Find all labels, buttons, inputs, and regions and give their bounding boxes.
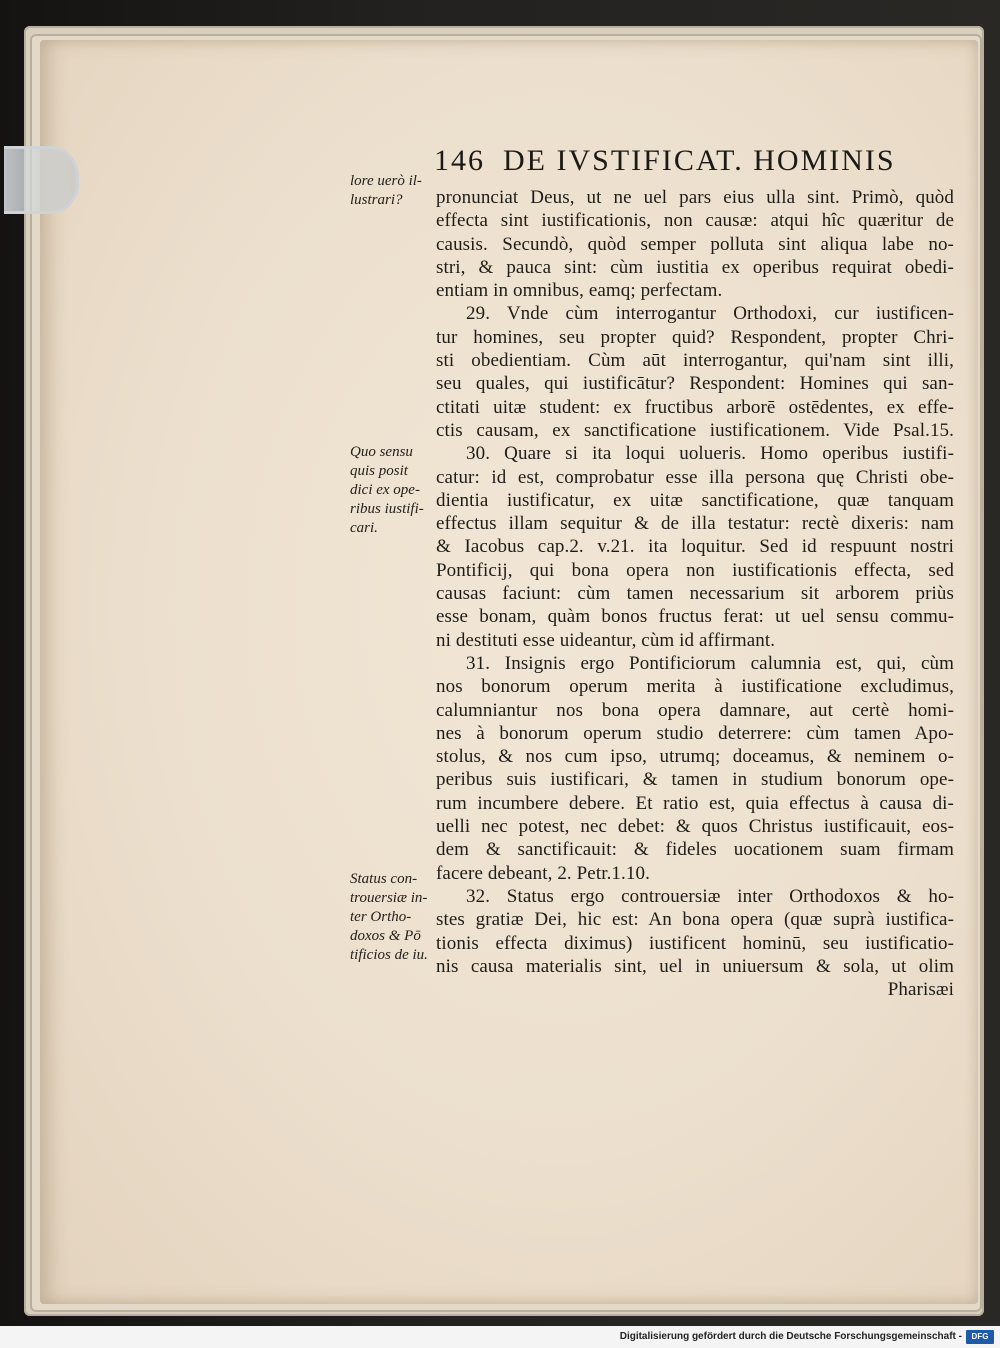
text-line: rum incumbere debere. Et ratio est, quia effectus à causa di-	[436, 792, 954, 814]
running-head-title: DE IVSTIFICAT. HOMINIS	[503, 144, 896, 177]
body-text	[436, 186, 954, 1001]
text-line: causis. Secundò, quòd semper polluta sint aliqua labe no-	[436, 233, 954, 255]
margin-note-line: ribus iustifi-	[350, 501, 424, 517]
text-line: esse bonam, quàm bonos fructus ferat: ut uel sensu commu-	[436, 606, 954, 628]
text-line: effectus illam sequitur & de illa testatur: rectè dixeris: nam	[436, 513, 954, 535]
text-line: stolus, & nos cum ipso, utrumq; doceamus, & neminem o-	[436, 746, 954, 768]
margin-note-2	[350, 443, 436, 538]
text-line: 31. Insignis ergo Pontificiorum calumnia est, qui, cùm	[466, 652, 954, 674]
text-line: ni destituti esse uideantur, cùm id affirmant.	[436, 629, 776, 651]
text-line: pronunciat Deus, ut ne uel pars eius ulla sint. Primò, quòd	[436, 187, 954, 208]
text-line: 30. Quare si ita loqui uolueris. Homo operibus iustifi-	[466, 443, 954, 465]
text-line: causas faciunt: cùm tamen necessarium sit arborem priùs	[436, 583, 954, 605]
text-line: seu quales, qui iustificātur? Respondent: Homines qui san-	[436, 373, 954, 395]
text-line: & Iacobus cap.2. v.21. ita loquitur. Sed id respuunt nostri	[436, 536, 954, 558]
text-line: stes gratiæ Dei, hic est: An bona opera (quæ suprà iustifica-	[436, 909, 954, 931]
text-line: effecta sint iustificationis, non causæ: atqui hîc quæritur de	[436, 210, 954, 232]
margin-note-line: Status con-	[350, 871, 418, 887]
text-line: tionis effecta diximus) iustificent hominū, seu iustificatio-	[436, 932, 954, 954]
text-line: sti obedientiam. Cùm aūt interrogantur, qui'nam sint illi,	[436, 350, 954, 372]
text-line: nos bonorum operum merita à iustificatione excludimus,	[436, 676, 954, 698]
page-clip	[4, 146, 79, 214]
margin-note-line: tificios de iu.	[350, 947, 428, 963]
margin-note-line: doxos & Pō	[350, 928, 421, 944]
margin-note-3	[350, 870, 436, 965]
text-line: facere debeant, 2. Petr.1.10.	[436, 862, 650, 884]
dfg-logo-icon: DFG	[966, 1330, 994, 1344]
text-line: ctis causam, ex sanctificatione iustificationem. Vide Psal.15.	[436, 419, 954, 441]
text-line: dem & sanctificauit: & fideles uocationem suam firmam	[436, 839, 954, 861]
digitization-footer	[0, 1326, 1000, 1348]
text-line: dientia iustificatur, ex uitæ sanctificatione, quæ tanquam	[436, 489, 954, 511]
margin-note-line: Quo sensu	[350, 444, 413, 460]
catchword: Pharisæi	[887, 979, 954, 1001]
running-header	[434, 144, 954, 184]
text-line: nes à bonorum operum studio deterrere: cùm tamen Apo-	[436, 722, 954, 744]
margin-note-line: trouersiæ in-	[350, 890, 428, 906]
text-line: Pontificij, qui bona opera non iustificationis effecta, sed	[436, 559, 954, 581]
text-line: entiam in omnibus, eamq; perfectam.	[436, 280, 723, 302]
text-line: calumniantur nos bona opera damnare, aut certè homi-	[436, 699, 954, 721]
margin-note-line: lore uerò il-	[350, 173, 422, 189]
page-number: 146	[434, 144, 485, 177]
text-line: ctitati uitæ student: ex fructibus arborē ostēdentes, ex effe-	[436, 396, 954, 418]
margin-note-line: dici ex ope-	[350, 482, 420, 498]
text-line: stri, & pauca sint: cùm iustitia ex operibus requirat obedi-	[436, 256, 954, 278]
margin-note-line: ter Ortho-	[350, 909, 412, 925]
text-line: 29. Vnde cùm interrogantur Orthodoxi, cur iustificen-	[466, 303, 954, 325]
margin-note-line: quis posit	[350, 463, 408, 479]
text-line: 32. Status ergo controuersiæ inter Orthodoxos & ho-	[466, 885, 954, 907]
text-line: tur homines, seu propter quid? Respondent, propter Chri-	[436, 326, 954, 348]
text-line: nis causa materialis sint, uel in uniuersum & sola, ut olim	[436, 955, 954, 977]
margin-note-line: lustrari?	[350, 192, 403, 208]
footer-credit: Digitalisierung gefördert durch die Deutsche Forschungsgemeinschaft -	[619, 1331, 962, 1342]
text-line: peribus suis iustificari, & tamen in studium bonorum ope-	[436, 769, 954, 791]
text-line: catur: id est, comprobatur esse illa persona quę Christi obe-	[436, 466, 954, 488]
margin-note-1	[350, 172, 434, 210]
margin-note-line: cari.	[350, 520, 378, 536]
text-line: uelli nec potest, nec debet: & quos Christus iustificauit, eos-	[436, 816, 954, 838]
